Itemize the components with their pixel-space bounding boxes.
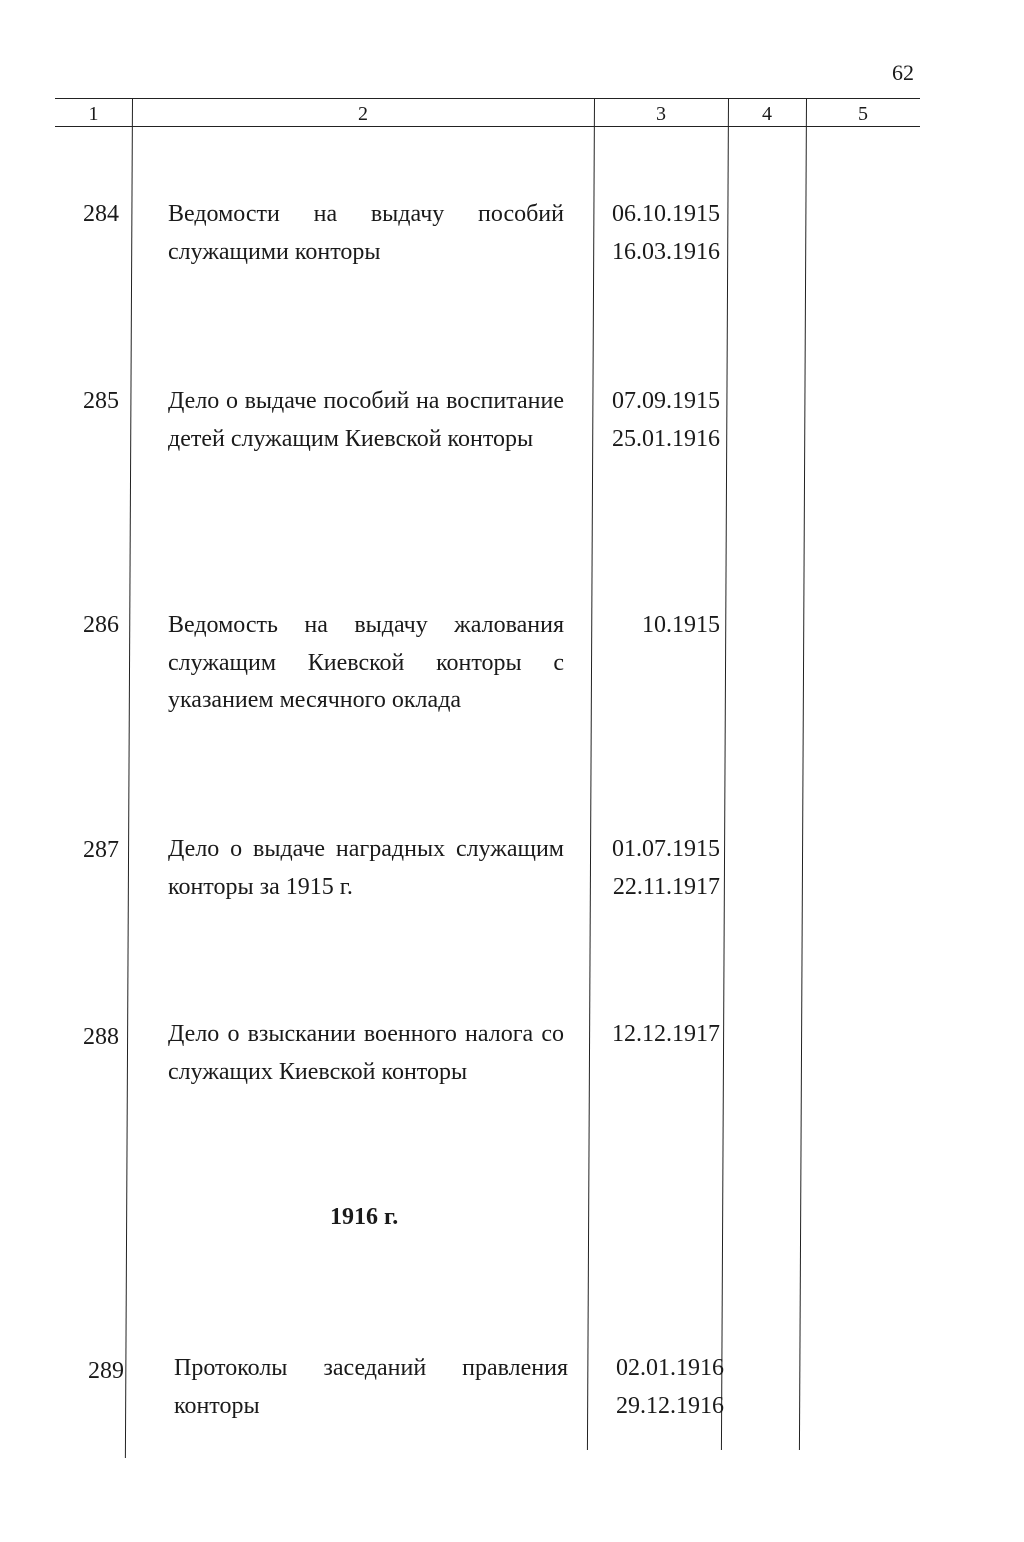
date-start: 12.12.1917 <box>612 1021 720 1047</box>
date-start: 01.07.1915 <box>612 836 720 862</box>
row-description: Дело о взыскании военного налога со служащих Киевской конторы <box>168 1021 564 1085</box>
table-header-rule <box>55 126 920 127</box>
row-number: 285 <box>83 388 119 414</box>
row-dates <box>600 196 720 271</box>
date-end: 29.12.1916 <box>616 1392 724 1419</box>
section-heading-year: 1916 г. <box>330 1204 399 1230</box>
table-top-rule <box>55 98 920 99</box>
row-description: Протоколы заседаний правления конторы <box>174 1355 568 1419</box>
row-description: Дело о выдаче наградных служащим конторы за 1915 г. <box>168 836 564 900</box>
row-description: Ведомость на выдачу жалования служащим Киевской конторы с указанием месячного оклада <box>168 612 564 713</box>
date-start: 10.1915 <box>642 612 720 638</box>
column-divider-2 <box>587 98 595 1450</box>
date-end: 22.11.1917 <box>612 873 720 900</box>
row-number: 286 <box>83 612 119 638</box>
row-number: 288 <box>83 1024 119 1050</box>
row-dates <box>600 1016 720 1054</box>
row-description: Дело о выдаче пособий на воспитание детей служащим Киевской конторы <box>168 388 564 452</box>
row-number: 284 <box>83 201 119 227</box>
column-header-3: 3 <box>656 103 666 125</box>
row-dates <box>600 383 720 458</box>
page-number: 62 <box>892 60 914 85</box>
date-end: 25.01.1916 <box>612 425 720 452</box>
row-dates <box>600 607 720 645</box>
row-dates <box>604 1350 724 1425</box>
column-header-4: 4 <box>762 103 772 125</box>
date-start: 07.09.1915 <box>612 388 720 414</box>
column-header-5: 5 <box>858 103 868 125</box>
row-dates <box>600 831 720 906</box>
column-header-1: 1 <box>88 103 99 125</box>
column-divider-4 <box>799 98 807 1450</box>
column-header-2: 2 <box>358 103 368 125</box>
date-start: 02.01.1916 <box>616 1355 724 1381</box>
date-start: 06.10.1915 <box>612 201 720 227</box>
column-divider-3 <box>721 98 729 1450</box>
row-number: 289 <box>88 1358 124 1384</box>
row-description: Ведомости на выдачу пособий служащими конторы <box>168 201 564 265</box>
date-end: 16.03.1916 <box>612 238 720 265</box>
row-number: 287 <box>83 837 119 863</box>
column-divider-1 <box>125 98 133 1458</box>
